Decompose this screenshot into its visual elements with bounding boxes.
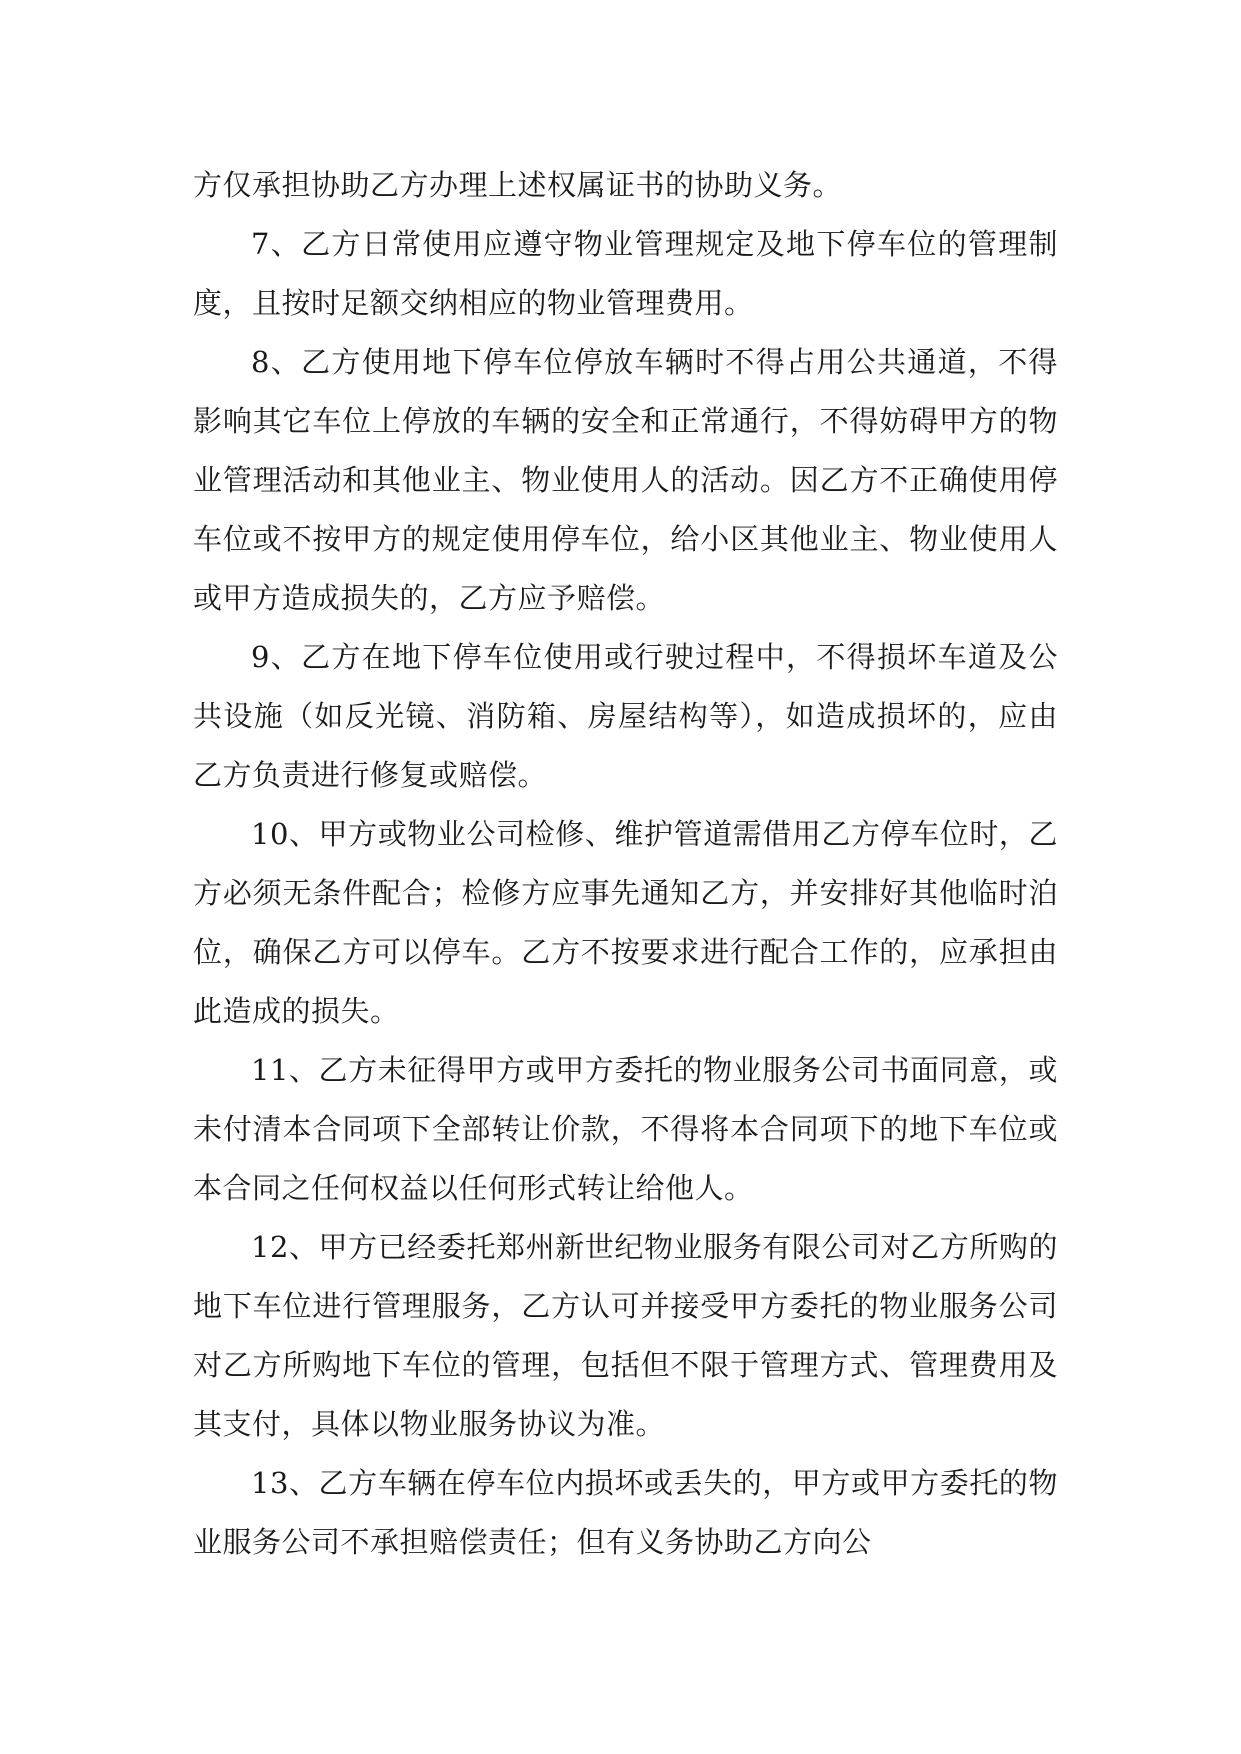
paragraph-continuation: 方仅承担协助乙方办理上述权属证书的协助义务。 xyxy=(193,168,843,202)
clause-8: 8、乙方使用地下停车位停放车辆时不得占用公共通道，不得影响其它车位上停放的车辆的安全和正常通行，不得妨碍甲方的物业管理活动和其他业主、物业使用人的活动。因乙方不正确使用停车位或不按甲方的规定使用停车位，给小区其他业主、物业使用人或甲方造成损失的，乙方应予赔偿。 xyxy=(193,345,1058,615)
document-body xyxy=(193,156,1058,1572)
clause-10: 10、甲方或物业公司检修、维护管道需借用乙方停车位时，乙方必须无条件配合；检修方应事先通知乙方，并安排好其他临时泊位，确保乙方可以停车。乙方不按要求进行配合工作的，应承担由此造成的损失。 xyxy=(193,817,1058,1028)
clause-11: 11、乙方未征得甲方或甲方委托的物业服务公司书面同意，或未付清本合同项下全部转让价款，不得将本合同项下的地下车位或本合同之任何权益以任何形式转让给他人。 xyxy=(193,1053,1058,1205)
clause-13: 13、乙方车辆在停车位内损坏或丢失的，甲方或甲方委托的物业服务公司不承担赔偿责任；但有义务协助乙方向公 xyxy=(193,1466,1058,1559)
clause-12: 12、甲方已经委托郑州新世纪物业服务有限公司对乙方所购的地下车位进行管理服务，乙方认可并接受甲方委托的物业服务公司对乙方所购地下车位的管理，包括但不限于管理方式、管理费用及其支付，具体以物业服务协议为准。 xyxy=(193,1230,1058,1441)
clause-9: 9、乙方在地下停车位使用或行驶过程中，不得损坏车道及公共设施（如反光镜、消防箱、房屋结构等），如造成损坏的，应由乙方负责进行修复或赔偿。 xyxy=(193,640,1058,792)
clause-7: 7、乙方日常使用应遵守物业管理规定及地下停车位的管理制度，且按时足额交纳相应的物业管理费用。 xyxy=(193,227,1058,320)
